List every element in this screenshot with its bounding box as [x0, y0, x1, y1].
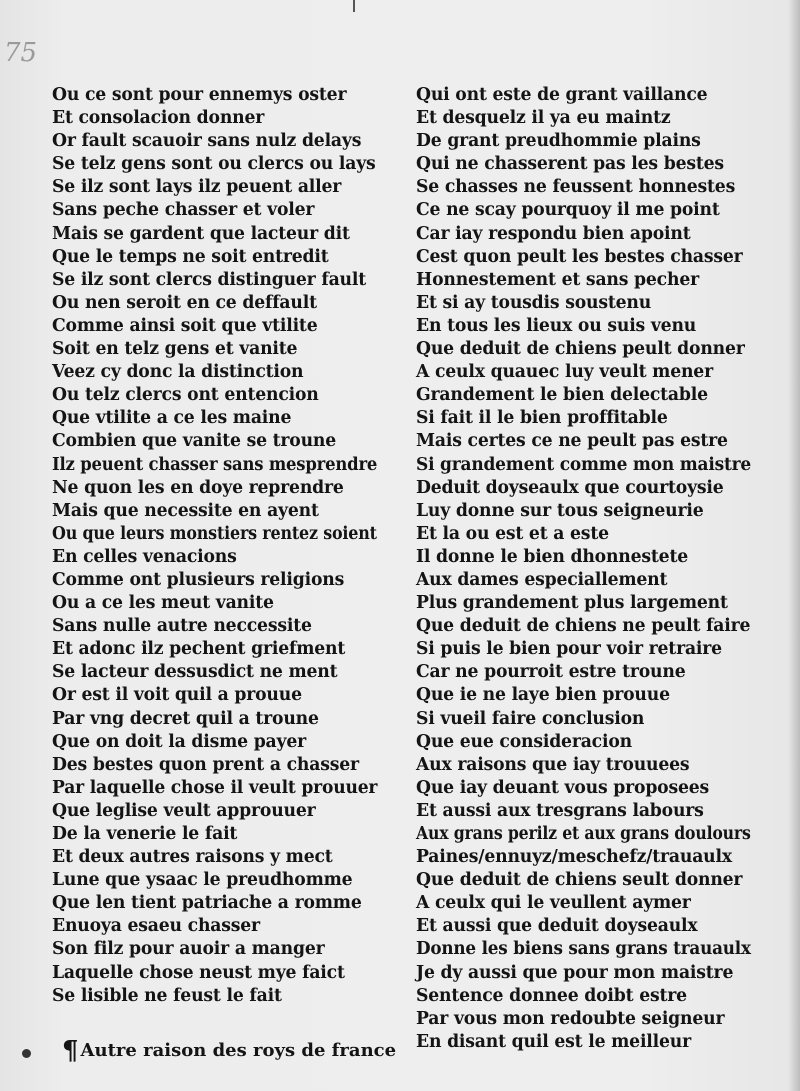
verse-line: En celles venacions — [52, 546, 237, 567]
verse-line: Aux raisons que iay trouuees — [416, 754, 690, 775]
verse-line: Si fait il le bien proffitable — [416, 408, 668, 429]
verse-line: Si grandement comme mon maistre — [416, 454, 752, 475]
verse-line: Se telz gens sont ou clercs ou lays — [52, 154, 376, 175]
verse-line: Ilz peuent chasser sans mesprendre — [52, 454, 378, 475]
verse-line: Que deduit de chiens seult donner — [416, 870, 743, 891]
verse-line: De grant preudhommie plains — [416, 131, 701, 152]
verse-line: Et aussi que deduit doyseaulx — [416, 916, 698, 937]
verse-line: Que vtilite a ce les maine — [52, 408, 292, 429]
verse-line: Qui ont este de grant vaillance — [416, 85, 708, 105]
verse-line: Et aussi aux tresgrans labours — [416, 800, 704, 821]
verse-line: Or est il voit quil a prouue — [52, 685, 302, 706]
verse-line: Comme ont plusieurs religions — [52, 569, 345, 590]
verse-line: Sentence donnee doibt estre — [416, 985, 687, 1006]
verse-line: Mais certes ce ne peult pas estre — [416, 431, 728, 452]
verse-line: Et adonc ilz pechent griefment — [52, 639, 346, 660]
verse-line: Si vueil faire conclusion — [416, 708, 645, 729]
pilcrow-icon: ¶ — [62, 1036, 79, 1066]
verse-line: Ne quon les en doye reprendre — [52, 477, 344, 498]
folio-number: 75 — [4, 38, 38, 68]
verse-line: Et desquelz il ya eu maintz — [416, 108, 671, 129]
verse-line: Ou a ce les meut vanite — [52, 593, 274, 614]
verse-line: Que iay deuant vous proposees — [416, 777, 710, 798]
page-edge-shadow — [788, 0, 800, 1091]
verse-line: Aux dames especiallement — [416, 569, 668, 590]
verse-line: Se lisible ne feust le fait — [52, 985, 282, 1006]
verse-line: Que deduit de chiens ne peult faire — [416, 616, 751, 637]
verse-line: Et la ou est et a este — [416, 523, 609, 544]
gutter-mark — [353, 0, 355, 12]
verse-line: Soit en telz gens et vanite — [52, 339, 298, 360]
verse-line: Ou nen seroit en ce deffault — [52, 292, 317, 313]
verse-line: Mais que necessite en ayent — [52, 500, 319, 521]
verse-line: Veez cy donc la distinction — [52, 362, 304, 383]
ink-dot — [22, 1049, 31, 1058]
verse-line: Sans nulle autre neccessite — [52, 616, 312, 637]
verse-line: Or fault scauoir sans nulz delays — [52, 131, 362, 152]
verse-line: Deduit doyseaulx que courtoysie — [416, 477, 724, 498]
verse-line: Par vng decret quil a troune — [52, 708, 319, 729]
verse-line: De la venerie le fait — [52, 824, 238, 844]
verse-line: Et deux autres raisons y mect — [52, 847, 333, 868]
verse-line: Se chasses ne feussent honnestes — [416, 177, 736, 198]
verse-line: Et consolacion donner — [52, 108, 265, 129]
right-column — [416, 84, 756, 1054]
verse-line: Que deduit de chiens peult donner — [416, 339, 745, 360]
verse-line: Plus grandement plus largement — [416, 593, 728, 614]
verse-line: Je dy aussi que pour mon maistre — [416, 962, 734, 983]
verse-line: Cest quon peult les bestes chasser — [416, 246, 743, 267]
verse-line: Ou telz clercs ont entencion — [52, 385, 319, 406]
verse-line: Que leglise veult approuuer — [52, 800, 316, 821]
verse-line: Se lacteur dessusdict ne ment — [52, 662, 338, 683]
verse-line: Car ne pourroit estre troune — [416, 662, 686, 683]
verse-line: Grandement le bien delectable — [416, 385, 708, 406]
verse-line: A ceulx qui le veullent aymer — [416, 893, 691, 914]
verse-line: Aux grans perilz et aux grans doulours — [416, 824, 751, 844]
verse-line: Combien que vanite se troune — [52, 431, 337, 452]
verse-line: Lune que ysaac le preudhomme — [52, 870, 353, 891]
verse-line: Que len tient patriache a romme — [52, 893, 362, 914]
verse-line: Luy donne sur tous seigneurie — [416, 500, 704, 521]
verse-line: Si puis le bien pour voir retraire — [416, 639, 722, 660]
verse-line: Car iay respondu bien apoint — [416, 223, 691, 244]
section-heading-text: Autre raison des roys de france — [80, 1040, 397, 1061]
verse-line: Paines/ennuyz/meschefz/trauaulx — [416, 847, 732, 868]
verse-line: Honnestement et sans pecher — [416, 269, 699, 290]
verse-line: Par vous mon redoubte seigneur — [416, 1008, 725, 1029]
verse-line: Son filz pour auoir a manger — [52, 939, 325, 960]
verse-line: En disant quil est le meilleur — [416, 1031, 691, 1052]
verse-line: Que on doit la disme payer — [52, 731, 307, 752]
verse-line: Ce ne scay pourquoy il me point — [416, 200, 720, 221]
verse-line: En tous les lieux ou suis venu — [416, 315, 697, 336]
verse-line: Et si ay tousdis soustenu — [416, 292, 652, 313]
verse-line: Enuoya esaeu chasser — [52, 916, 260, 937]
verse-line: Qui ne chasserent pas les bestes — [416, 154, 724, 175]
verse-line: Sans peche chasser et voler — [52, 200, 315, 221]
verse-line: Que le temps ne soit entredit — [52, 246, 329, 267]
verse-line: Il donne le bien dhonnestete — [416, 546, 688, 567]
verse-line: Mais se gardent que lacteur dit — [52, 223, 350, 244]
verse-line: Ou ce sont pour ennemys oster — [52, 85, 347, 105]
section-heading — [62, 1036, 396, 1066]
verse-line: Ou que leurs monstiers rentez soient — [52, 523, 377, 544]
verse-line: Par laquelle chose il veult prouuer — [52, 777, 378, 798]
verse-line: Que eue consideracion — [416, 731, 632, 752]
verse-line: Se ilz sont lays ilz peuent aller — [52, 177, 342, 198]
verse-line: Comme ainsi soit que vtilite — [52, 315, 318, 336]
verse-line: Se ilz sont clercs distinguer fault — [52, 269, 367, 290]
verse-line: Que ie ne laye bien prouue — [416, 685, 670, 706]
verse-line: Laquelle chose neust mye faict — [52, 962, 345, 983]
verse-line: A ceulx quauec luy veult mener — [416, 362, 713, 383]
verse-line: Des bestes quon prent a chasser — [52, 754, 359, 775]
left-column — [52, 84, 382, 1008]
verse-line: Donne les biens sans grans trauaulx — [416, 939, 751, 960]
